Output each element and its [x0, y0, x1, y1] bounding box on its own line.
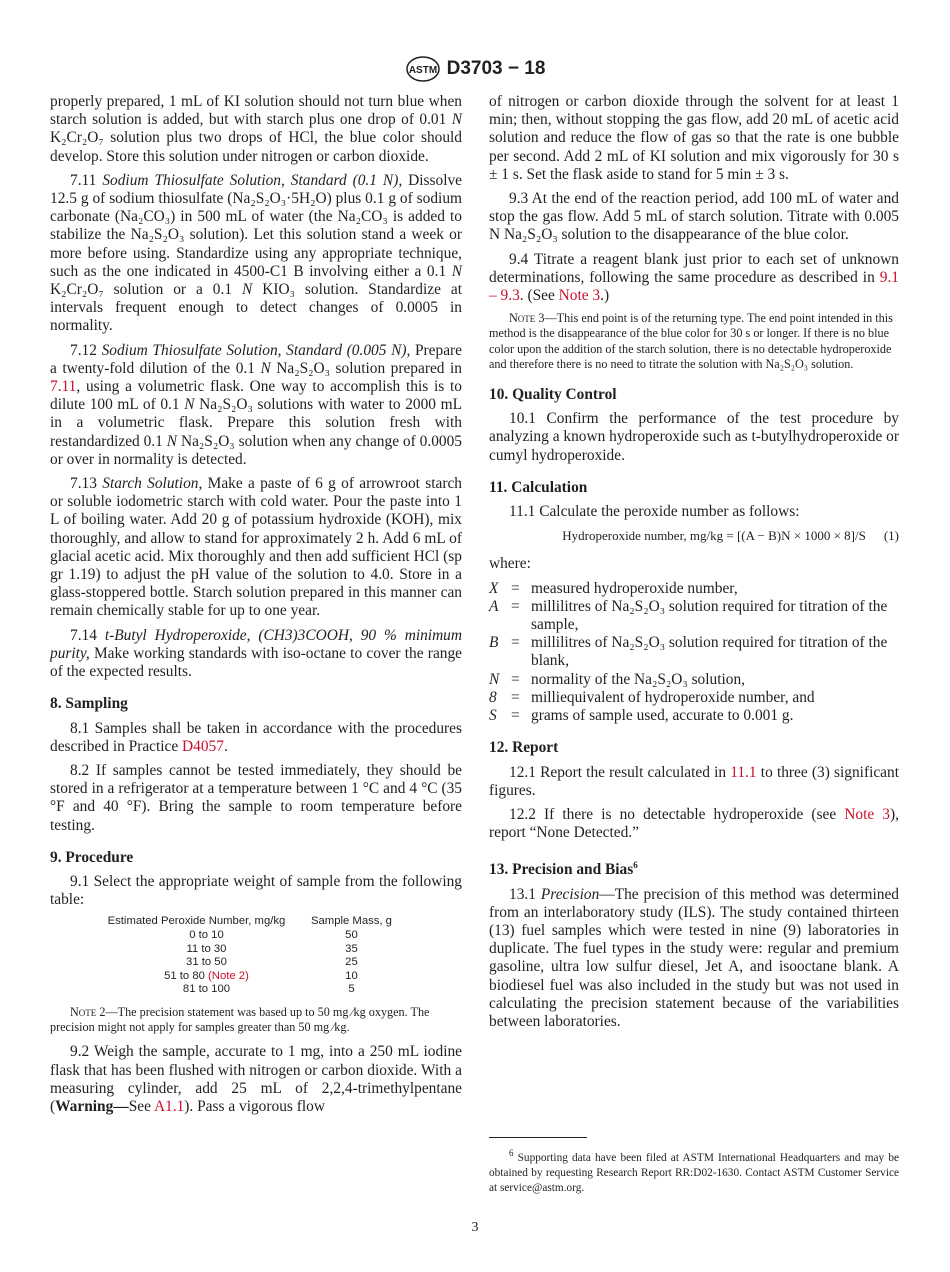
variable-description: millilitres of Na₂S₂O₃ solution required for titration of the sample,: [531, 597, 888, 634]
text-run: 9.4 Titrate a reagent blank just prior to each set of unknown determinations, following the same procedure as described in: [489, 250, 899, 286]
text-run: 2—The precision statement was based up to 50 mg ⁄kg oxygen. The precision might not apply for samples greater than 50 mg ⁄kg.: [50, 1004, 430, 1035]
text-run: KIO₃ solution. Standardize at intervals frequent enough to detect changes of 0.0005 in normality.: [50, 281, 462, 335]
cross-reference-link[interactable]: Note 3: [558, 287, 601, 305]
text-run: Na₂S₂O₃ solutions with water to 2000 mL in a volumetric flask. Prepare this solution fresh with restandardized 0.1: [50, 396, 463, 450]
variable-description: milliequivalent of hydroperoxide number, and: [531, 688, 815, 706]
equals-sign: =: [511, 688, 520, 706]
cross-reference-link[interactable]: Note 3: [844, 805, 891, 823]
paragraph: [489, 251, 899, 306]
variable-symbol: S: [489, 707, 497, 725]
range-text: 51 to 80: [164, 969, 205, 982]
paragraph: [50, 762, 462, 835]
paragraph: [489, 764, 899, 800]
table-header-row: [90, 915, 400, 929]
text-run: —The precision of this method was determined from an interlaboratory study (ILS). The study contained thirteen (13) fuel samples which were tested in nine (9) laboratories in duplicate. The fuel types in the study were: regular and premium gasoline, ultra low sulfur diesel, Jet A, and isooctane blank. A biodiesel fuel was also included in the study but was not used in calculating the precision statement because of the variabilities between laboratories.: [489, 885, 899, 1031]
paragraph: [50, 720, 462, 756]
equation-text: Hydroperoxide number, mg/kg = [(A − B)N × 1000 × 8]/S: [562, 528, 866, 544]
italic-text: N: [166, 432, 178, 450]
variable-description: normality of the Na₂S₂O₃ solution,: [531, 670, 746, 688]
variable-symbol: 8: [489, 688, 497, 706]
text-run: 9. Procedure: [50, 848, 134, 866]
italic-text: Sodium Thiosulfate Solution, Standard (0.1 N),: [102, 171, 403, 189]
text-run: 7.12: [70, 341, 102, 359]
page-header: [0, 56, 950, 82]
astm-logo-icon: [405, 56, 441, 82]
equals-sign: =: [511, 707, 520, 725]
text-run: .: [223, 737, 228, 755]
text-run: Na₂S₂O₃ solution prepared in: [270, 359, 462, 377]
table-row: [90, 970, 400, 984]
text-run: 7.11: [70, 171, 103, 189]
note: [489, 311, 899, 372]
text-run: where:: [489, 555, 531, 573]
text-run: 8.2 If samples cannot be tested immediately, they should be stored in a refrigerator at a temperature between 1 °C and 4 °C (35 °F and 40 °F). Bring the sample to room temperature before testing.: [50, 761, 462, 834]
text-run: 9.1 Select the appropriate weight of sample from the following table:: [50, 872, 462, 909]
sample-mass-cell: 35: [345, 942, 358, 955]
text-run: 11.1 Calculate the peroxide number as follows:: [509, 503, 800, 521]
text-run: 9.2 Weigh the sample, accurate to 1 mg, into a 250 mL iodine flask that has been flushed with nitrogen or carbon dioxide. With a measuring cylinder, add 25 mL of 2,2,4-trimethylpentane (: [50, 1043, 462, 1115]
note-label: Note: [70, 1004, 97, 1019]
table-row: [90, 943, 400, 957]
italic-text: N: [241, 281, 253, 299]
text-run: Prepare a twenty-fold dilution of the 0.1: [50, 341, 463, 377]
text-run: 3—This end point is of the returning type. The end point intended in this method is the disappearance of the blue color for 30 s or longer. If there is no blue color upon the addition of the starch solution, there is no detectable hydroperoxide and therefore there is no need to titrate the solution with Na₂S₂O₃ solution.: [489, 311, 893, 371]
section-heading: [489, 856, 899, 879]
paragraph: [489, 190, 899, 245]
text-run: Na₂S₂O₃ solution when any change of 0.0005 or over in normality is detected.: [50, 432, 462, 468]
range-text: 31 to 50: [186, 956, 227, 969]
paragraph: [489, 93, 899, 184]
paragraph: [50, 1043, 462, 1116]
text-run: K₂Cr₂O₇ solution or a 0.1: [50, 281, 242, 299]
footnote-mark: 6: [509, 1148, 514, 1158]
sample-mass-cell: 25: [345, 956, 358, 969]
section-heading: [489, 386, 899, 404]
text-run: 8.1 Samples shall be taken in accordance with the procedures described in Practice: [50, 719, 462, 755]
svg-text:ASTM: ASTM: [408, 65, 437, 76]
bold-text: Warning—: [55, 1097, 129, 1115]
cross-reference-link[interactable]: 9.1 – 9.3: [489, 268, 899, 305]
italic-text: N: [451, 262, 462, 280]
table-row: [90, 983, 400, 997]
text-run: Dissolve 12.5 g of sodium thiosulfate (Na₂S₂O₃·5H₂O) plus 0.1 g of sodium carbonate (Na₂CO₃) in 500 mL of water (the Na₂CO₃ is added to stabilize the Na₂S₂O₃ solution). Let this solution stand a week or more before using. Standardize using any appropriate technique, such as the one indicated in 4500-C1 B involving either a 0.1: [50, 171, 462, 280]
italic-text: N: [451, 111, 462, 129]
variable-symbol: X: [489, 579, 499, 597]
footnote-text: Supporting data have been filed at ASTM International Headquarters and may be obtained by requesting Research Report RR:D02-1630. Contact ASTM Customer Service at service@astm.org.: [489, 1151, 899, 1194]
column-header: Estimated Peroxide Number, mg/kg: [107, 915, 286, 928]
paragraph: [50, 172, 462, 336]
footnote: [489, 1146, 899, 1196]
peroxide-range-cell: [90, 983, 303, 997]
note-label: Note: [509, 311, 536, 326]
equals-sign: =: [511, 579, 520, 597]
equation: [489, 527, 899, 545]
paragraph: [50, 627, 462, 682]
text-run: 8. Sampling: [50, 695, 128, 713]
text-run: 13.1: [509, 885, 541, 903]
section-heading: [489, 739, 899, 757]
note: [50, 1005, 462, 1035]
right-column: [489, 93, 899, 1037]
section-heading: [50, 849, 462, 867]
paragraph: [489, 806, 899, 842]
variable-description: millilitres of Na₂S₂O₃ solution required for titration of the blank,: [531, 634, 888, 670]
text-run: 10.1 Confirm the performance of the test procedure by analyzing a known hydroperoxide such as t-butylhydroperoxide or cumyl hydroperoxide.: [489, 410, 899, 464]
italic-text: N: [260, 359, 271, 377]
equals-sign: =: [511, 634, 520, 652]
text-run: Make a paste of 6 g of arrowroot starch or soluble iodometric starch with cold water. Pour the paste into 1 L of boiling water. Add 20 g of potassium hydroxide (KOH), mix thoroughly, and allow to stand for approximately 2 h. Add 6 mL of glacial acetic acid. Mix thoroughly and then add sufficient HCl (sp gr 1.19) to adjust the pH value of the solution to 4.0. Store in a glass-stoppered bottle. Starch solution prepared in this manner can remain chemically stable for up to one year.: [50, 475, 463, 620]
italic-text: t-Butyl Hydroperoxide, (CH3)3COOH, 90 % minimum purity,: [50, 626, 462, 662]
text-run: , using a volumetric flask. One way to accomplish this is to dilute 100 mL of 0.1: [50, 378, 462, 414]
section-heading: [50, 695, 462, 713]
sample-mass-cell: 10: [345, 969, 358, 982]
sample-mass-cell: 50: [345, 928, 358, 941]
section-heading: [489, 479, 899, 497]
sample-mass-table: [90, 915, 400, 997]
variable-symbol: N: [489, 670, 500, 688]
text-run: See: [128, 1097, 154, 1115]
text-run: 10. Quality Control: [489, 386, 617, 404]
text-run: Make working standards with iso-octane to cover the range of the expected results.: [50, 644, 462, 681]
equals-sign: =: [511, 670, 520, 688]
paragraph: [489, 555, 899, 573]
text-run: 12.1 Report the result calculated in: [509, 763, 731, 781]
italic-text: N: [184, 396, 195, 414]
paragraph: [50, 342, 462, 469]
equals-sign: =: [511, 597, 520, 615]
text-run: 9.3 At the end of the reaction period, add 100 mL of water and stop the gas flow. Add 5 mL of starch solution. Titrate with 0.005 N Na₂S₂O₃ solution to the disappearance of the blue color.: [489, 190, 899, 244]
note-2-link[interactable]: (Note 2): [208, 969, 249, 982]
text-run: ), report “None Detected.”: [489, 805, 899, 842]
text-run: to three (3) significant figures.: [489, 763, 899, 799]
designation: D3703 − 18: [446, 58, 546, 79]
cross-reference-link[interactable]: 11.1: [730, 763, 757, 781]
range-text: 11 to 30: [186, 942, 227, 955]
peroxide-range-cell: [90, 956, 303, 970]
text-run: . (See: [519, 287, 559, 305]
text-run: 13. Precision and Bias: [489, 861, 634, 879]
paragraph: [50, 93, 462, 166]
paragraph: [489, 503, 899, 521]
paragraph: [50, 475, 462, 621]
text-run: 7.13: [70, 475, 103, 493]
italic-text: Sodium Thiosulfate Solution, Standard (0.005 N),: [101, 341, 411, 359]
variable-description: measured hydroperoxide number,: [531, 579, 738, 597]
text-run: 11. Calculation: [489, 478, 588, 496]
text-run: properly prepared, 1 mL of KI solution should not turn blue when starch solution is added, but with starch plus one drop of 0.01: [50, 93, 462, 129]
cross-reference-link[interactable]: A1.1: [153, 1097, 185, 1115]
variable-description: grams of sample used, accurate to 0.001 g.: [531, 707, 794, 725]
text-run: of nitrogen or carbon dioxide through the solvent for at least 1 min; then, without stopping the gas flow, add 20 mL of acetic acid solution and reduce the flow of gas so that the rate is one bubble per second. Add 2 mL of KI solution and mix vigorously for 30 s ± 1 s. Set the flask aside to stand for 5 min ± 3 s.: [489, 93, 899, 183]
text-run: 7.14: [70, 626, 105, 644]
italic-text: Precision: [540, 885, 600, 903]
range-text: 0 to 10: [189, 928, 224, 941]
text-run: K₂Cr₂O₇ solution plus two drops of HCl, the blue color should develop. Store this solution under nitrogen or carbon dioxide.: [50, 129, 462, 165]
range-text: 81 to 100: [182, 983, 231, 996]
cross-reference-link[interactable]: D4057: [182, 737, 224, 755]
peroxide-range-cell: [90, 929, 303, 943]
paragraph: [50, 873, 462, 909]
peroxide-range-cell: [90, 970, 303, 984]
text-run: 12. Report: [489, 739, 559, 757]
footnote-ref[interactable]: 6: [633, 860, 638, 871]
page-number: 3: [471, 1220, 479, 1235]
table-row: [90, 956, 400, 970]
variable-symbol: A: [489, 597, 499, 615]
text-run: .): [600, 287, 610, 305]
equation-number: (1): [883, 528, 899, 544]
cross-reference-link[interactable]: 7.11: [50, 378, 77, 396]
table-row: [90, 929, 400, 943]
text-run: ). Pass a vigorous flow: [184, 1097, 325, 1115]
paragraph: [489, 410, 899, 465]
column-header: Sample Mass, g: [310, 915, 392, 928]
footnote-divider: [489, 1137, 587, 1138]
variable-symbol: B: [489, 634, 499, 652]
variable-definitions: [489, 580, 899, 726]
peroxide-range-cell: [90, 943, 303, 957]
italic-text: Starch Solution,: [102, 475, 203, 493]
sample-mass-cell: 5: [348, 983, 355, 996]
left-column: [50, 93, 462, 1122]
paragraph: [489, 886, 899, 1032]
text-run: 12.2 If there is no detectable hydroperoxide (see: [509, 805, 845, 823]
